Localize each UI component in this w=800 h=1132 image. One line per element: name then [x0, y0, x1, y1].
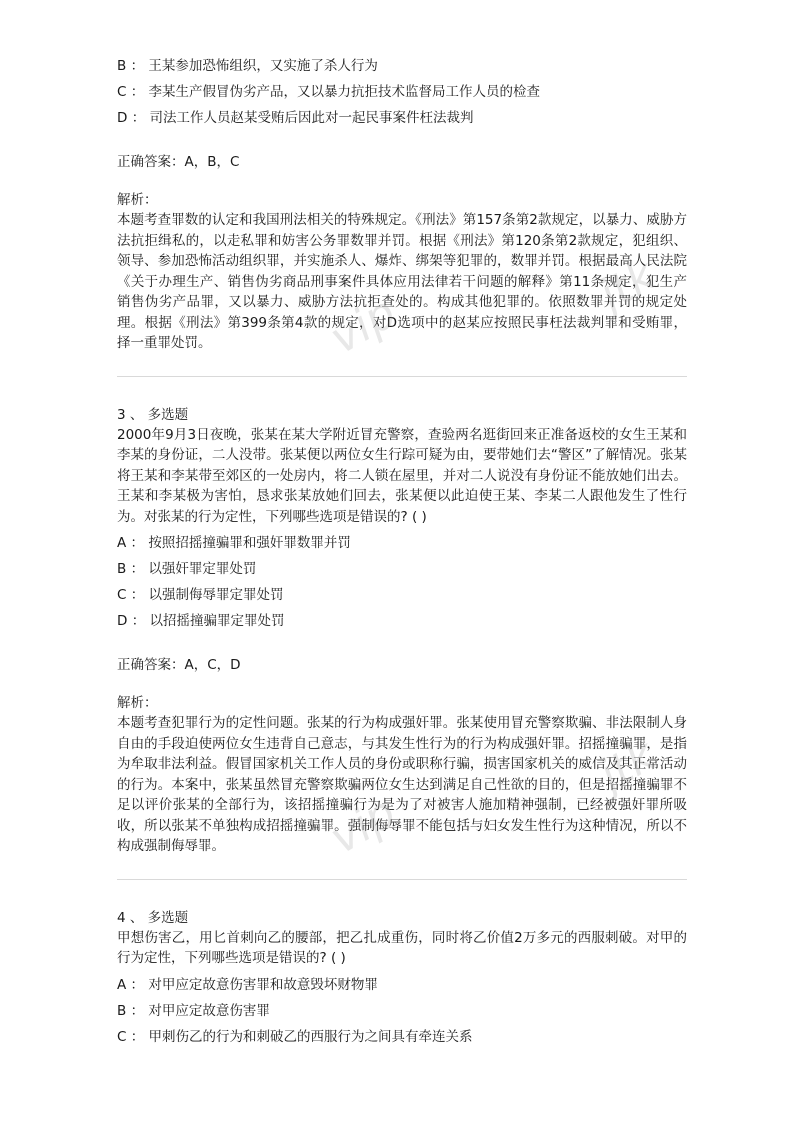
question-4-options: [117, 975, 687, 1053]
question-2-options: [117, 56, 687, 134]
question-stem: 甲想伤害乙，用匕首刺向乙的腰部，把乙扎成重伤，同时将乙价值2万多元的西服刺破。对甲的行为定性，下列哪些选项是错误的? ( ): [117, 929, 687, 966]
document-page: [117, 56, 687, 1053]
analysis-label: 解析：: [117, 695, 158, 711]
option-d: D ： 司法工作人员赵某受贿后因此对一起民事案件枉法裁判: [117, 110, 474, 126]
option-b: B ： 对甲应定故意伤害罪: [117, 1002, 270, 1019]
option-a: A ： 按照招摇撞骗罪和强奸罪数罪并罚: [117, 535, 351, 551]
section-divider: [117, 376, 687, 377]
question-heading: 4 、 多选题: [117, 909, 189, 926]
watermark: jtk: [590, 249, 665, 322]
option-d: D ： 以招摇撞骗罪定罪处罚: [117, 613, 285, 629]
analysis-text: 本题考查罪数的认定和我国刑法相关的特殊规定。《刑法》第157条第2款规定，以暴力、威胁方法抗拒缉私的，以走私罪和妨害公务罪数罪并罚。根据《刑法》第120条第2款规定，犯组织、领导、参加恐怖活动组织罪，并实施杀人、爆炸、绑架等犯罪的，数罪并罚。根据最高人民法院《关于办理生产、销售伪劣商品刑事案件具体应用法律若干问题的解释》第11条规定，犯生产销售伪劣产品罪，又以暴力、威胁方法抗拒查处的。构成其他犯罪的。依照数罪并罚的规定处理。根据《刑法》第399条第4款的规定，对D选项中的赵某应按照民事枉法裁判罪和受贿罪，择一重罪处罚。: [117, 212, 687, 351]
option-b: B ： 以强奸罪定罪处罚: [117, 561, 257, 577]
correct-answer: 正确答案：A，C，D: [117, 657, 241, 673]
option-c: C ： 以强制侮辱罪定罪处罚: [117, 587, 284, 603]
option-b: B ： 王某参加恐怖组织，又实施了杀人行为: [117, 58, 378, 74]
analysis-text: 本题考查犯罪行为的定性问题。张某的行为构成强奸罪。张某使用冒充警察欺骗、非法限制人身自由的手段迫使两位女生违背自己意志，与其发生性行为的行为构成强奸罪。招摇撞骗罪，是指为牟取非法利益。假冒国家机关工作人员的身份或职称行骗，损害国家机关的威信及其正常活动的行为。本案中，张某虽然冒充警察欺骗两位女生达到满足自己性欲的目的，但是招摇撞骗罪不足以评价张某的全部行为，该招摇撞骗行为是为了对被害人施加精神强制，已经被强奸罪所吸收，所以张某不单独构成招摇撞骗罪。强制侮辱罪不能包括与妇女发生性行为这种情况，所以不构成强制侮辱罪。: [117, 715, 687, 854]
watermark: vip: [321, 286, 405, 365]
option-a: A ： 对甲应定故意伤害罪和故意毁坏财物罪: [117, 976, 378, 993]
question-3-options: [117, 533, 687, 637]
section-divider: [117, 879, 687, 880]
option-c: C ： 李某生产假冒伪劣产品，又以暴力抗拒技术监督局工作人员的检查: [117, 84, 541, 100]
watermark: vip: [321, 786, 405, 865]
watermark: jtk: [590, 729, 665, 802]
option-c: C ： 甲刺伤乙的行为和刺破乙的西服行为之间具有牵连关系: [117, 1028, 473, 1045]
analysis-label: 解析：: [117, 192, 158, 208]
question-stem: 2000年9月3日夜晚，张某在某大学附近冒充警察，查验两名逛街回来正准备返校的女生王某和李某的身份证，二人没带。张某便以两位女生行踪可疑为由，要带她们去“警区”了解情况。张某将王某和李某带至郊区的一处房内，将二人锁在屋里，并对二人说没有身份证不能放她们出去。王某和李某极为害怕，恳求张某放她们回去，张某便以此迫使王某、李某二人跟他发生了性行为。对张某的行为定性，下列哪些选项是错误的? ( ): [117, 426, 687, 525]
question-heading: 3 、 多选题: [117, 406, 189, 423]
correct-answer: 正确答案：A，B，C: [117, 154, 240, 170]
